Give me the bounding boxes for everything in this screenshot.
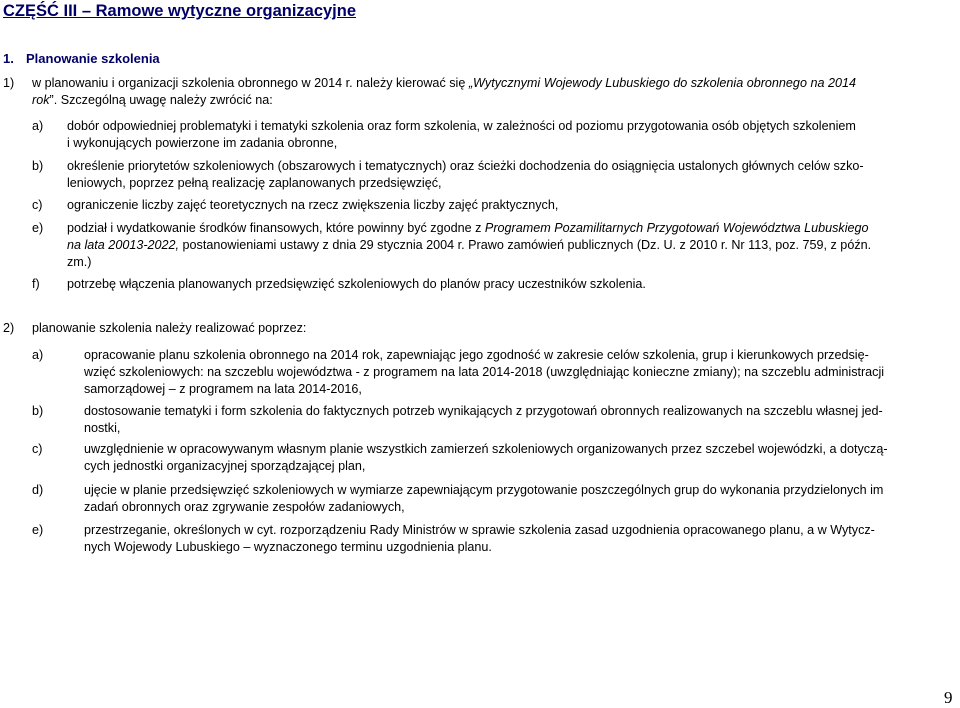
item-2c-line-2: cych jednostki organizacyjnej sporządzającej plan,	[84, 459, 366, 473]
item-1c-label: c)	[32, 198, 43, 212]
point-1-guidelines-title-end: rok	[32, 93, 50, 107]
item-1e-line-1	[67, 220, 869, 237]
item-2a-line-3: samorządowej – z programem na lata 2014-2016,	[84, 382, 362, 396]
section-1-number: 1.	[3, 51, 14, 66]
point-1-line-2	[32, 92, 273, 109]
item-2b-line-2: nostki,	[84, 421, 121, 435]
item-1a-label: a)	[32, 119, 44, 133]
page-number: 9	[944, 688, 953, 707]
item-2d-line-1: ujęcie w planie przedsięwzięć szkoleniowych w wymiarze zapewniającym przygotowanie poszczególnych grup do wykonania przydzielonych im	[84, 483, 884, 497]
point-1-label: 1)	[3, 76, 15, 90]
point-2-intro: planowanie szkolenia należy realizować poprzez:	[32, 321, 307, 335]
item-1b-line-1: określenie priorytetów szkoleniowych (obszarowych i tematycznych) oraz ścieżki dochodzenia do osiągnięcia ustalonych głównych celów szko-	[67, 159, 864, 173]
item-1e-line-2	[67, 237, 871, 254]
item-1e-program-years: na lata 20013-2022,	[67, 238, 180, 252]
item-1a-line-2: i wykonujących powierzone im zadania obronne,	[67, 136, 338, 150]
section-1-heading-text: Planowanie szkolenia	[26, 51, 160, 66]
item-1b-label: b)	[32, 159, 44, 173]
item-2a-line-2: wzięć szkoleniowych: na szczeblu województwa - z programem na lata 2014-2018 (uwzględniając konieczne zmiany); na szczeblu administracji	[84, 365, 885, 379]
point-1-text-a: w planowaniu i organizacji szkolenia obronnego w 2014 r. należy kierować się	[32, 76, 469, 90]
item-1a-line-1: dobór odpowiedniej problematyki i tematyki szkolenia oraz form szkolenia, w zależności od poziomu przygotowania osób objętych szkoleniem	[67, 119, 856, 133]
item-1f-label: f)	[32, 277, 40, 291]
item-1e-text-a: podział i wydatkowanie środków finansowych, które powinny być zgodne z	[67, 221, 485, 235]
point-1-guidelines-title: „Wytycznymi Wojewody Lubuskiego do szkolenia obronnego na 2014	[468, 76, 856, 90]
item-1e-line-3: zm.)	[67, 255, 92, 269]
item-2a-label: a)	[32, 348, 44, 362]
item-1e-label: e)	[32, 221, 44, 235]
part-title: CZĘŚĆ III – Ramowe wytyczne organizacyjne	[3, 2, 357, 20]
item-2d-label: d)	[32, 483, 44, 497]
point-1-line-1	[32, 75, 856, 92]
item-2c-label: c)	[32, 442, 43, 456]
item-1e-text-b: postanowieniami ustawy z dnia 29 stycznia 2004 r. Prawo zamówień publicznych (Dz. U. z 2010 r. Nr 113, poz. 759, z późn.	[179, 238, 872, 252]
item-2e-line-2: nych Wojewody Lubuskiego – wyznaczonego terminu uzgodnienia planu.	[84, 540, 492, 554]
item-2b-line-1: dostosowanie tematyki i form szkolenia do faktycznych potrzeb wynikających z przygotowań obronnych realizowanych na szczeblu własnej jed-	[84, 404, 883, 418]
item-1c-line-1: ograniczenie liczby zajęć teoretycznych na rzecz zwiększenia liczby zajęć praktycznych,	[67, 198, 559, 212]
section-1-heading	[3, 51, 160, 66]
item-2d-line-2: zadań obronnych oraz zgrywanie zespołów zadaniowych,	[84, 500, 405, 514]
item-1e-program-title: Programem Pozamilitarnych Przygotowań Województwa Lubuskiego	[484, 221, 869, 235]
item-1b-line-2: leniowych, poprzez pełną realizację zaplanowanych przedsięwzięć,	[67, 176, 442, 190]
point-2-label: 2)	[3, 321, 15, 335]
item-2c-line-1: uwzględnienie w opracowywanym własnym planie wszystkich zamierzeń szkoleniowych organizowanych przez szczebel wojewódzki, a dotyczą-	[84, 442, 888, 456]
item-2e-line-1: przestrzeganie, określonych w cyt. rozporządzeniu Rady Ministrów w sprawie szkolenia zasad uzgodnienia opracowanego planu, a w Wytycz-	[84, 523, 875, 537]
item-1f-line-1: potrzebę włączenia planowanych przedsięwzięć szkoleniowych do planów pracy uczestników szkolenia.	[67, 277, 646, 291]
point-1-text-b: ”. Szczególną uwagę należy zwrócić na:	[49, 93, 273, 107]
item-2e-label: e)	[32, 523, 44, 537]
item-2a-line-1: opracowanie planu szkolenia obronnego na 2014 rok, zapewniając jego zgodność w zakresie celów szkolenia, grup i kierunkowych przedsię-	[84, 348, 869, 362]
item-2b-label: b)	[32, 404, 44, 418]
